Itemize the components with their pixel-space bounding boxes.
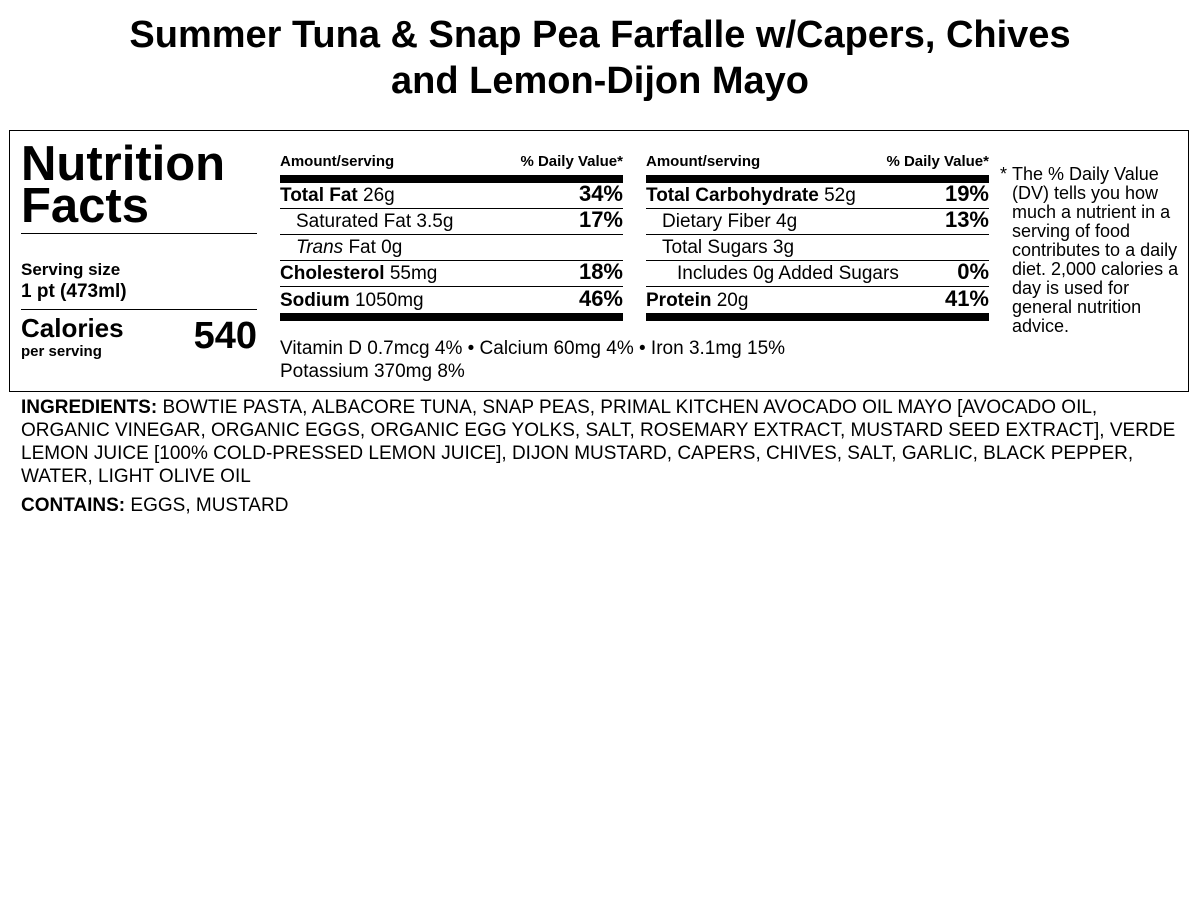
amount-header: Amount/serving [280, 153, 395, 170]
serving-info [21, 259, 257, 303]
nutrient-row-total-carbohydrate: Total Carbohydrate 52g 19% [646, 183, 989, 209]
nutrient-row-saturated-fat: Saturated Fat 3.5g 17% [280, 209, 623, 235]
nutrient-row-total-fat: Total Fat 26g 34% [280, 183, 623, 209]
column-header [646, 153, 989, 175]
title-line-2: and Lemon-Dijon Mayo [391, 60, 809, 102]
thick-divider [646, 313, 989, 321]
contains-label: CONTAINS: [21, 495, 126, 516]
nutrient-row-dietary-fiber: Dietary Fiber 4g 13% [646, 209, 989, 235]
serving-size-label: Serving size [21, 260, 121, 279]
ingredients-text: BOWTIE PASTA, ALBACORE TUNA, SNAP PEAS, PRIMAL KITCHEN AVOCADO OIL MAYO [AVOCADO OIL, ORGANIC VINEGAR, ORGANIC EGGS, ORGANIC EGG YOLKS, SALT, ROSEMARY EXTRACT, MUSTARD SEED EXTRACT], VERDE LEMON JUICE [100% COLD-PRESSED LEMON JUICE], DIJON MUSTARD, CAPERS, CHIVES, SALT, GARLIC, BLACK PEPPER, WATER, LIGHT OLIVE OIL [21, 397, 1176, 487]
thick-divider [280, 313, 623, 321]
nutrition-heading-line-2: Facts [21, 179, 150, 233]
daily-value: 0% [957, 259, 989, 284]
nutrition-heading-line-1: Nutrition [21, 137, 226, 191]
allergen-statement [21, 494, 288, 517]
thick-divider [646, 175, 989, 183]
contains-text: EGGS, MUSTARD [130, 495, 289, 516]
daily-value: 17% [578, 207, 623, 232]
calories-label: Calories [21, 313, 124, 343]
vitamins-line-1: Vitamin D 0.7mcg 4% • Calcium 60mg 4% • Iron 3.1mg 15% [280, 338, 786, 359]
daily-value: 19% [944, 181, 989, 206]
nutrient-row-total-sugars: Total Sugars 3g [646, 235, 989, 261]
serving-size-value: 1 pt (473ml) [21, 281, 127, 302]
column-header [280, 153, 623, 175]
nutrient-column-left [280, 153, 623, 321]
calories-block [21, 313, 257, 363]
daily-value-header: % Daily Value* [520, 153, 623, 170]
heading-divider [21, 233, 257, 234]
thick-divider [280, 175, 623, 183]
nutrition-heading [21, 137, 257, 234]
daily-value: 41% [944, 286, 989, 311]
vitamins-minerals [280, 337, 785, 383]
daily-value-footnote [1000, 165, 1180, 336]
calories-sub-label: per serving [21, 343, 102, 360]
page-title [0, 12, 1200, 104]
nutrient-row-cholesterol: Cholesterol 55mg 18% [280, 261, 623, 287]
nutrition-facts-panel [9, 130, 1189, 392]
nutrient-row-trans-fat: Trans Fat 0g [280, 235, 623, 261]
nutrient-row-sodium: Sodium 1050mg 46% [280, 286, 623, 311]
ingredients-label: INGREDIENTS: [21, 397, 158, 418]
title-line-1: Summer Tuna & Snap Pea Farfalle w/Capers, Chives [129, 14, 1071, 56]
calories-divider [21, 309, 257, 310]
footnote-text: The % Daily Value (DV) tells you how much a nutrient in a serving of food contributes to a daily diet. 2,000 calories a day is used for general nutrition advice. [1012, 164, 1179, 336]
daily-value: 13% [944, 207, 989, 232]
footnote-asterisk: * [1000, 164, 1008, 184]
daily-value-header: % Daily Value* [886, 153, 989, 170]
vitamins-line-2: Potassium 370mg 8% [280, 361, 465, 382]
nutrient-row-added-sugars: Includes 0g Added Sugars 0% [646, 261, 989, 287]
nutrient-row-protein: Protein 20g 41% [646, 286, 989, 311]
ingredients-statement [21, 396, 1181, 488]
amount-header: Amount/serving [646, 153, 761, 170]
daily-value: 46% [578, 286, 623, 311]
nutrient-column-right [646, 153, 989, 321]
daily-value: 34% [578, 181, 623, 206]
daily-value: 18% [578, 259, 623, 284]
calories-value: 540 [193, 315, 257, 357]
